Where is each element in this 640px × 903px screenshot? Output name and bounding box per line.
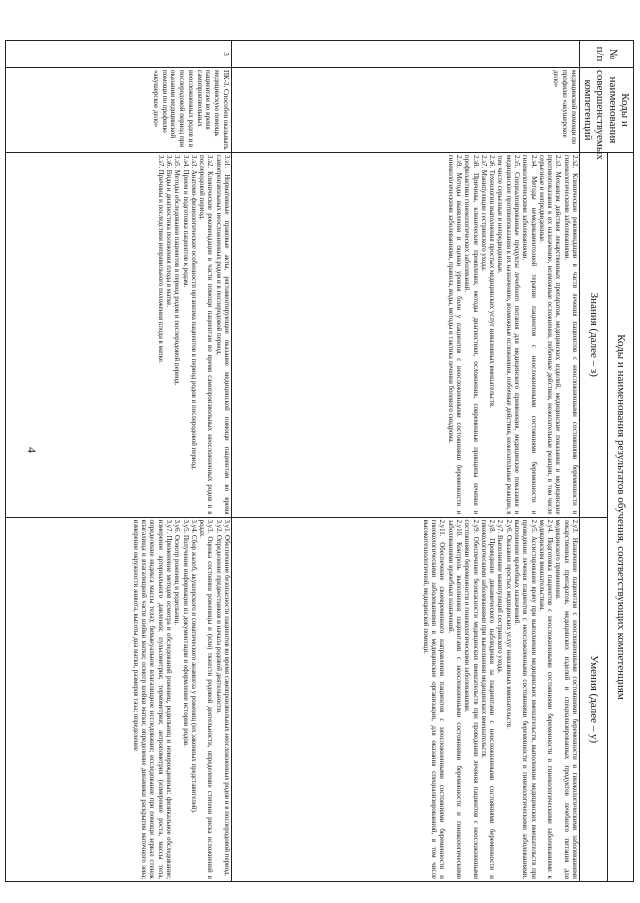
list-item: 3.з4. Прием и подготовка пациентов к родам.: [181, 155, 189, 288]
list-item: 2.з8. Причины, клинические проявления, методы диагностики, осложнения, современные принципы лечения и профилактики гинекологических заболеваний.: [463, 155, 479, 515]
table-subheader-row: [580, 41, 608, 882]
list-item: 2.з3. Механизм действия лекарственных препаратов, медицинских изделий, медицинские показания и медицинские противопоказания к их назначению, возможные осложнения, побочные действия, нежелательные реакции, в том числе серьезные и непредвиденные.: [537, 155, 562, 515]
row-number: 3: [6, 41, 232, 68]
list-item: 3.у5. Получение информации из документации и оформление истории родов.: [181, 519, 189, 747]
list-item: 3.у3. Оценка состояния роженицы и (или) тяжести родовой деятельности, определение степени риска осложнений в родах.: [198, 519, 214, 879]
list-item: 2.у10. Контроль выполнения пациентами с неосложненными состояниями беременности и гинекологическими заболеваниями врачебных назначений.: [446, 519, 463, 879]
list-item: 3.з1. Нормативные правовые акты, регламентирующие оказание медицинской помощи пациентам во время самопроизвольных неосложненных родов и в послеродовой период.: [214, 155, 230, 515]
list-item: 2.з6. Технологии выполнения простых медицинских услуг инвазивных вмешательств.: [488, 155, 496, 408]
competence-name: ПК-3. Способен оказывать медицинскую помощь пациентам во время самопроизвольных неосложненных родов и в послеродовой период при оказании медицинской помощи по профилю «акушерское дело»: [6, 68, 232, 153]
row-number: [232, 41, 580, 68]
table-header-row: [608, 41, 634, 882]
knowledge-list: [232, 153, 580, 518]
list-item: 2.у6. Оказание простых медицинских услуг инвазивных вмешательств.: [504, 519, 512, 729]
page-number: 4: [25, 447, 39, 453]
skills-list: [232, 517, 580, 882]
list-item: 2.з7. Манипуляции сестринского ухода.: [479, 155, 487, 272]
header-skills: Умения (далее – у): [580, 517, 608, 882]
competence-table: [5, 40, 634, 882]
list-item: 3.з5. Методы обследования пациентов в период родов и послеродовой период.: [173, 155, 181, 386]
list-item: 3.у2. Определение предвестников и начала родовой деятельности.: [214, 519, 222, 714]
list-item: 2.з5. Специализированные продукты лечебного питания для медицинского применения, медицинские показания и медицинские противопоказания к их назначению, возможные осложнения, побочные действия, нежелательные реакции, в том числе серьезные и непредвиденные.: [496, 155, 521, 515]
knowledge-list: [6, 153, 232, 518]
list-item: 2.з4. Методы немедикаментозной терапии пациентов с неосложненными состояниями беременности и гинекологическими заболеваниями.: [521, 155, 537, 515]
table-row: [232, 41, 580, 882]
list-item: 2.з9. Методы выявления и оценки уровня боли у пациентов с неосложненными состояниями беременности и гинекологическими заболеваниями, правила, виды, методы и тактика лечения болевого синдрома.: [446, 155, 463, 515]
list-item: 2.у4. Подготовка пациентов с неосложненными состояниями беременности и гинекологическими заболеваниями к медицинским вмешательствам.: [537, 519, 554, 879]
skills-list: [6, 517, 232, 882]
list-item: 3.у6. Осмотр рожениц и родильниц.: [173, 519, 181, 625]
list-item: 3.у7. Применение методов осмотра и обследований рожениц, родильниц и новорожденных: физикальное обследование; измерение артериального давления; пульсометрия; термометрия; антропометрия (измерение роста, массы тела, определение индекса массы тела); бимануальное влагалищное исследование; исследование при помощи зеркал стенок влагалища и влагалищной части шейки матки; осмотр шейки матки; определение динамики раскрытия маточного зева; измерение окружности живота, высоты дна матки, размеров таза; определение: [131, 519, 173, 879]
list-item: 3.у4. Сбор жалоб, акушерского и соматического анамнеза у рожениц (их законных представителей).: [189, 519, 197, 814]
list-item: 3.з6. Виды и диагностика положения плода в матке.: [165, 155, 173, 308]
list-item: 2.у11. Обеспечение своевременного направления пациентов с неосложненными состояниями беременности и гинекологическими заболеваниями в медицинские организации, для оказания специализированной, в том числе высокотехнологичной, медицинской помощи.: [421, 519, 446, 879]
list-item: 3.з3. Анатомо-физиологические особенности организма пациентов в период родов и послеродовой период.: [189, 155, 197, 470]
list-item: 3.у1. Обеспечение безопасности пациентов во время самопроизвольных неосложненных родов и в послеродовой период.: [223, 519, 230, 877]
header-codes: Коды и наименования совершенствуемых компетенций: [580, 68, 634, 153]
header-knowledge: Знания (далее – з): [580, 153, 608, 518]
list-item: 2.з2. Клинические рекомендации в части лечения пациентов с неосложненными состояниями беременности и гинекологическими заболеваниями.: [562, 155, 578, 515]
list-item: 2.у9. Обеспечение безопасности медицинских вмешательств при проведении лечения пациентов с неосложненными состояниями беременности и гинекологическими заболеваниями.: [463, 519, 479, 879]
list-item: 3.з2. Клинические рекомендации в части помощи пациентам во время самопроизвольных неосложненных родов и в послеродовой период.: [198, 155, 214, 515]
list-item: 2.у7. Выполнение манипуляций сестринского ухода.: [496, 519, 504, 674]
list-item: 2.у8. Проведение динамического наблюдения за пациентами с неосложненными состояниями беременности и гинекологическими заболеваниями при выполнении медицинских вмешательств.: [479, 519, 496, 879]
list-item: 2.у5. Ассистирование врачу при выполнении медицинских вмешательств, выполнение медицинских вмешательств при проведении лечения пациентов с неосложненными состояниями беременности и гинекологическими заболеваниями, выполнение врачебных назначений.: [513, 519, 537, 879]
header-results: Коды и наименования результатов обучения, соответствующих компетенциям: [608, 153, 634, 882]
list-item: 3.з7. Причины и последствия неправильного положения плода в матке.: [156, 155, 164, 364]
competence-name: медицинской помощи по профилю «акушерское дело»: [232, 68, 580, 153]
table-row: [6, 41, 232, 882]
list-item: 2.у3. Назначение пациентам с неосложненными состояниями беременности и гинекологическими заболеваниями лекарственных препаратов, медицинских изделий и специализированных продуктов лечебного питания для медицинского применения.: [554, 519, 578, 879]
header-num: № п/п: [580, 41, 634, 68]
